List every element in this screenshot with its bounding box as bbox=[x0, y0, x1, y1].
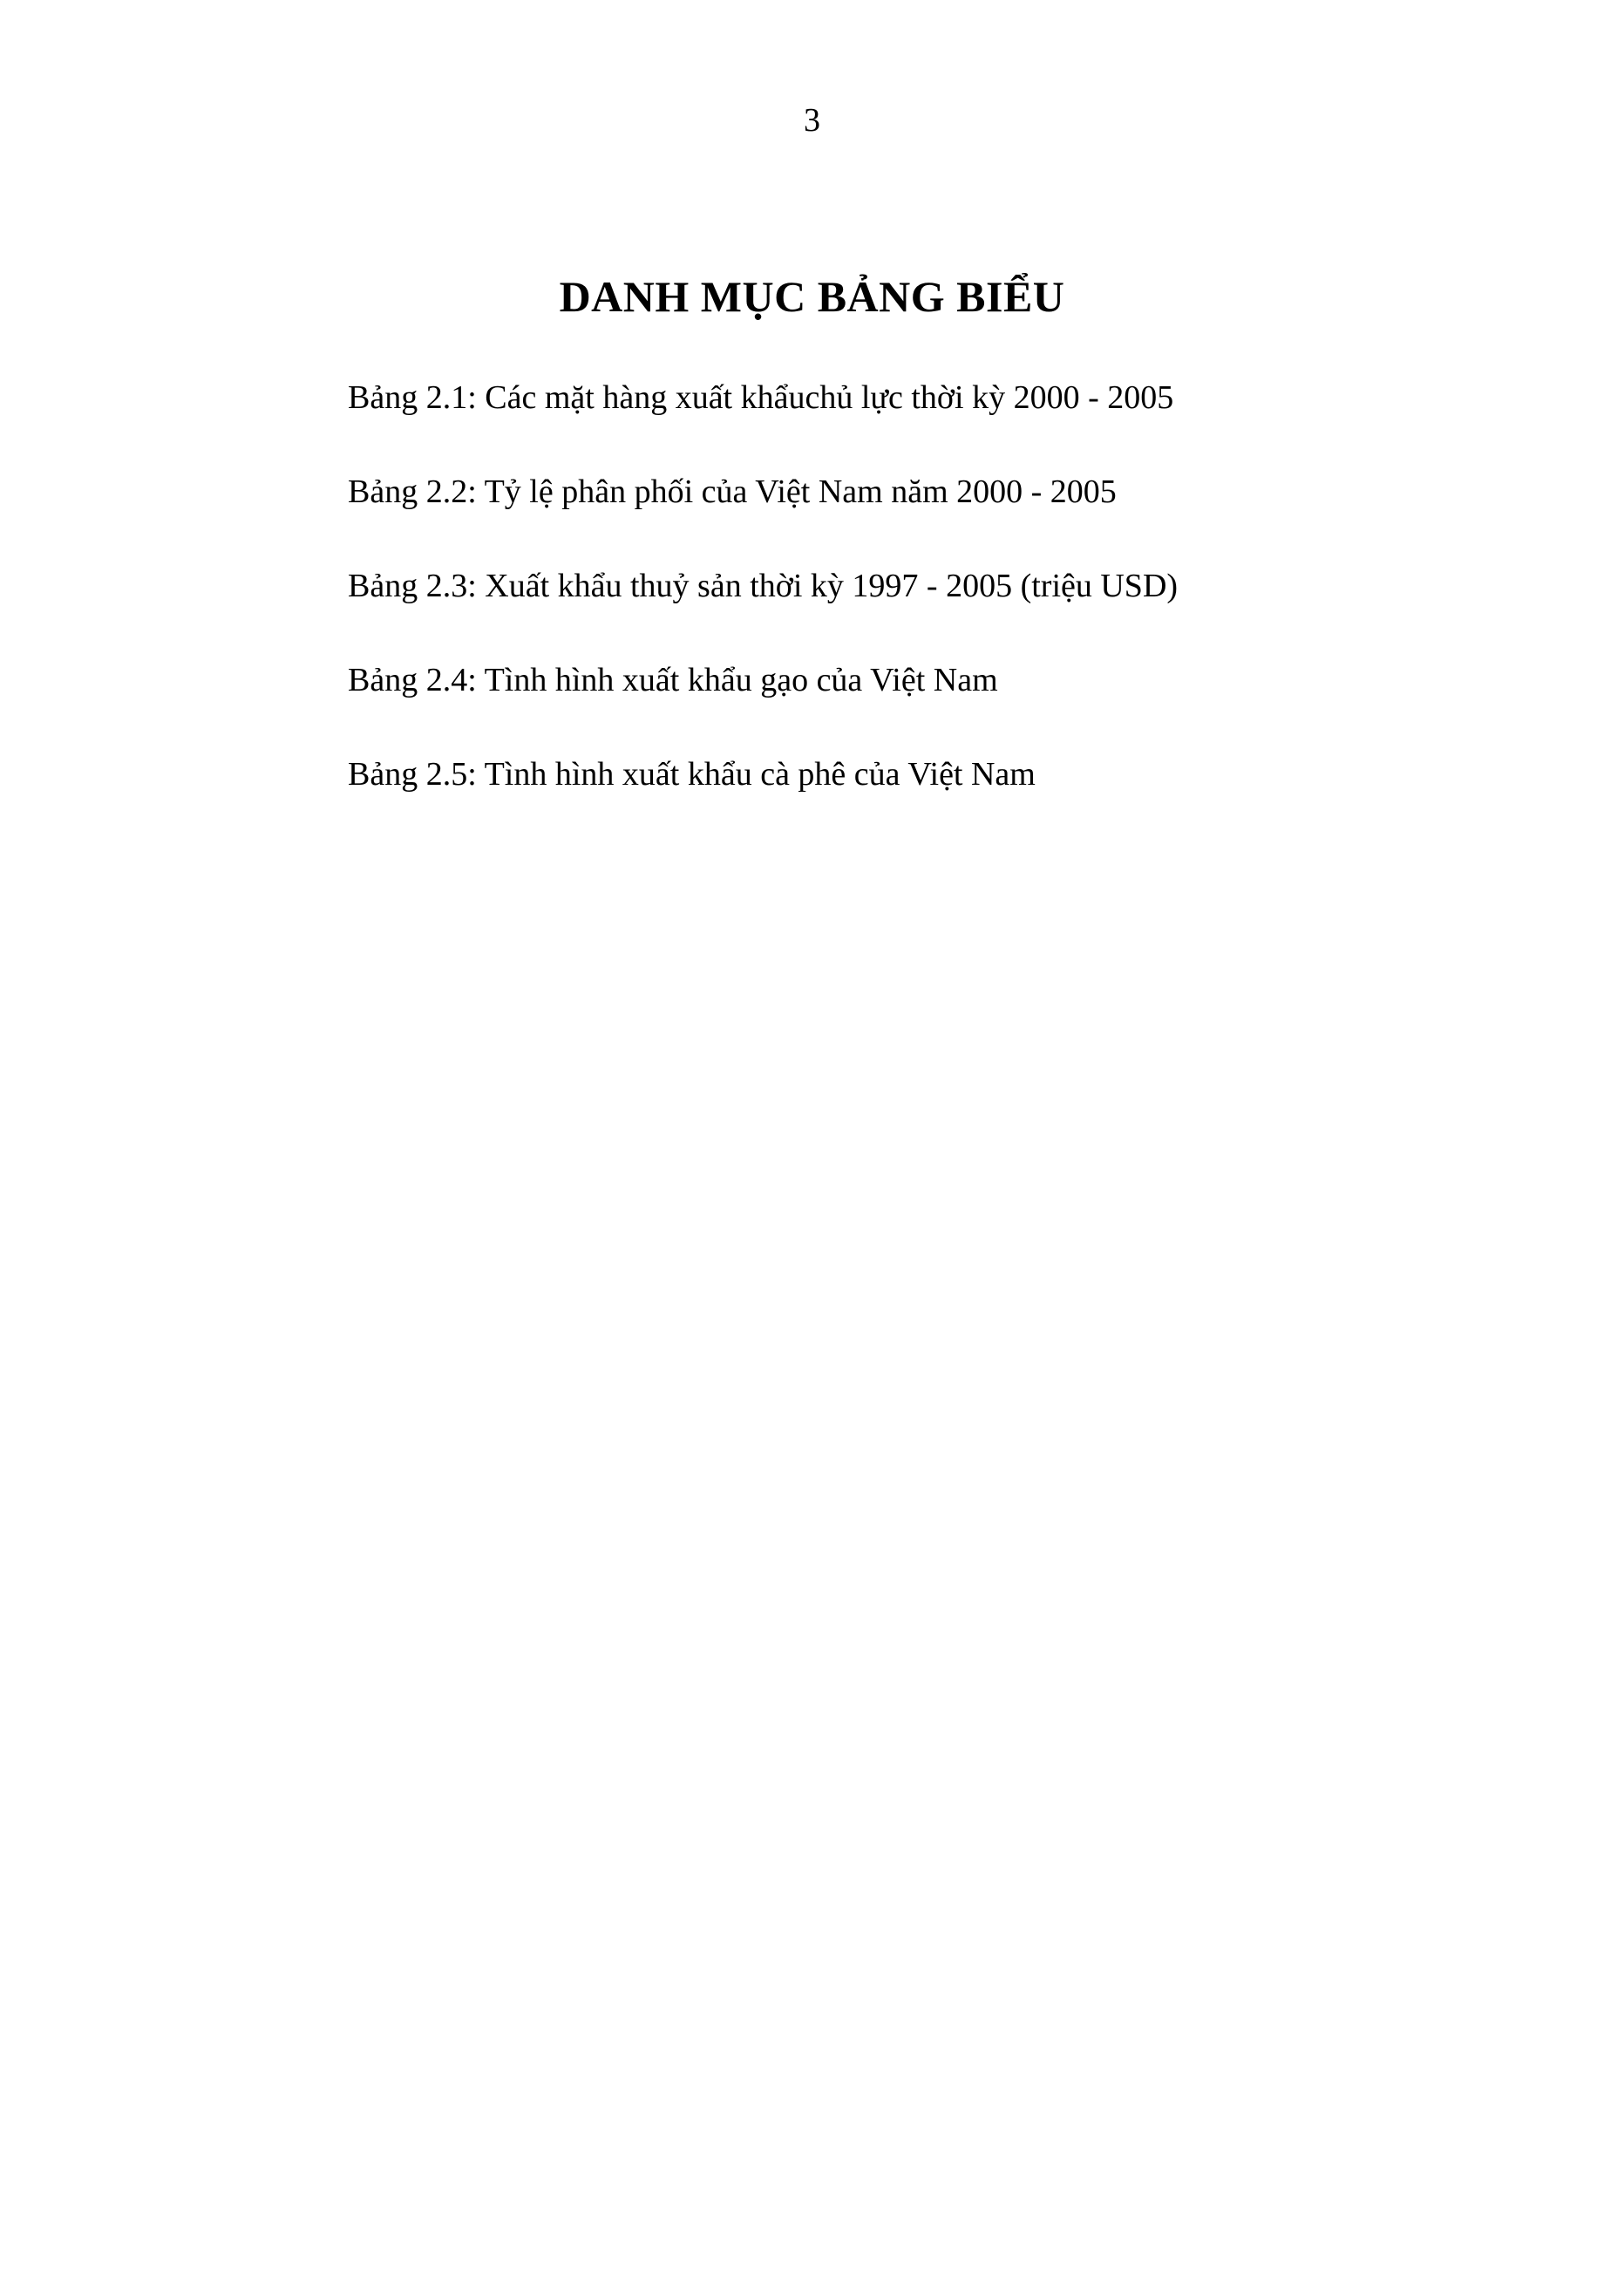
page-title: DANH MỤC BẢNG BIỂU bbox=[559, 272, 1065, 321]
table-list-item: Bảng 2.5: Tình hình xuất khẩu cà phê của Việt Nam bbox=[348, 756, 1036, 793]
table-list-item: Bảng 2.1: Các mặt hàng xuất khẩuchủ lực thời kỳ 2000 - 2005 bbox=[348, 379, 1174, 416]
table-list-item: Bảng 2.2: Tỷ lệ phân phối của Việt Nam năm 2000 - 2005 bbox=[348, 473, 1117, 510]
table-list-item: Bảng 2.3: Xuất khẩu thuỷ sản thời kỳ 1997 - 2005 (triệu USD) bbox=[348, 568, 1179, 604]
table-list bbox=[348, 375, 1178, 846]
page-number: 3 bbox=[804, 102, 820, 139]
table-list-item: Bảng 2.4: Tình hình xuất khẩu gạo của Việt Nam bbox=[348, 662, 998, 698]
